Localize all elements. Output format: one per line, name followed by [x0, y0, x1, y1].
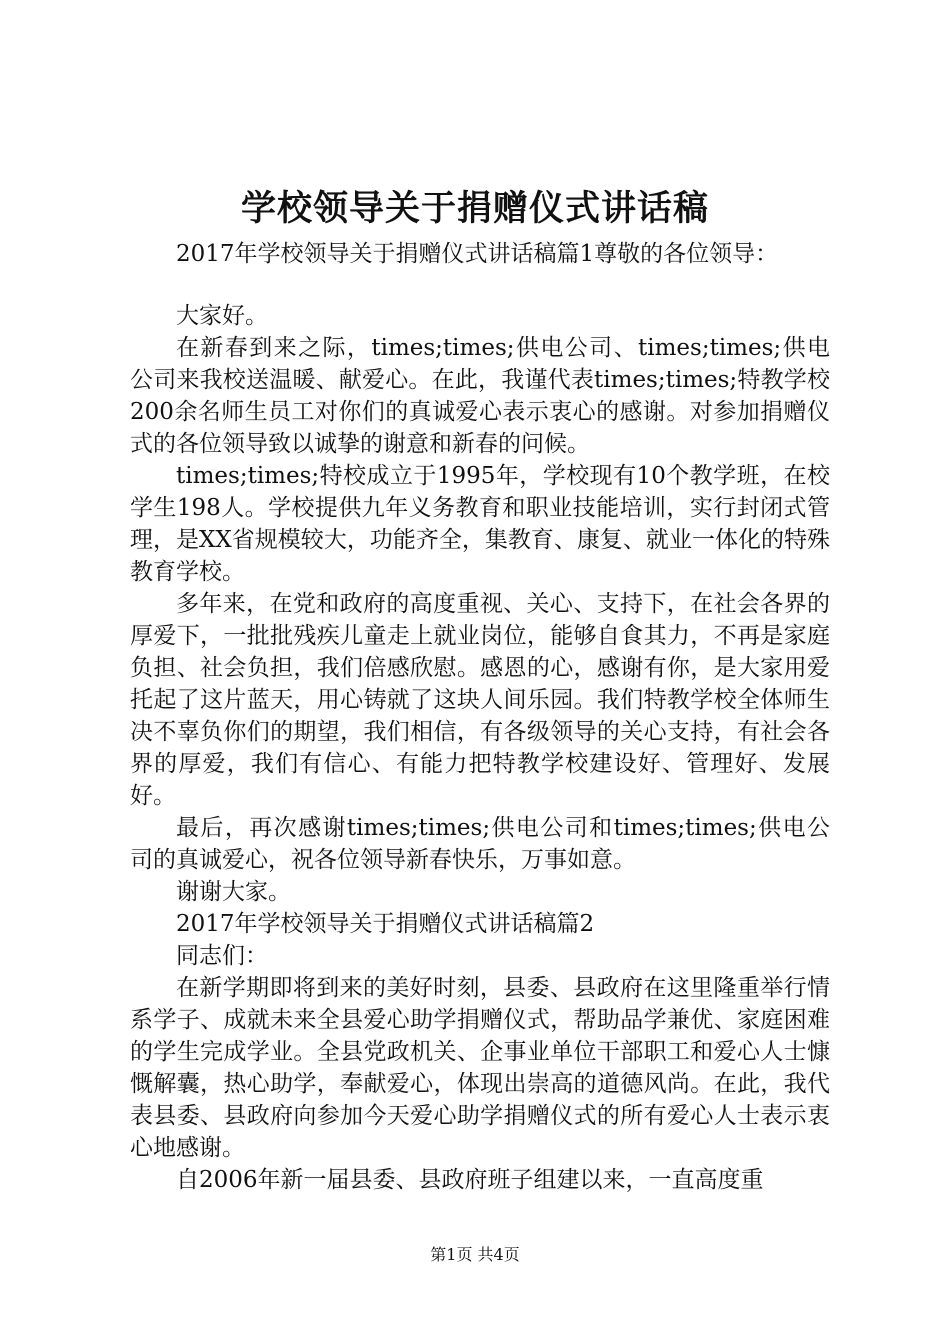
paragraph-salutation: 同志们： — [176, 943, 268, 969]
paragraph-continued: 自2006年新一届县委、县政府班子组建以来，一直高度重 — [176, 1167, 764, 1193]
document-body — [130, 238, 830, 1196]
paragraph-closing: 最后，再次感谢times;times;供电公司和times;times;供电公司的真诚爱心，祝各位领导新春快乐，万事如意。 — [130, 815, 830, 873]
paragraph-thanks: 谢谢大家。 — [176, 879, 291, 905]
paragraph-intro: 在新春到来之际，times;times;供电公司、times;times;供电公司来我校送温暖、献爱心。在此，我谨代表times;times;特教学校200余名师生员工对你们的真诚爱心表示衷心的感谢。对参加捐赠仪式的各位领导致以诚挚的谢意和新春的问候。 — [130, 335, 830, 457]
document-title: 学校领导关于捐赠仪式讲话稿 — [240, 189, 709, 229]
paragraph-gap — [130, 270, 830, 300]
paragraph-heading-2: 2017年学校领导关于捐赠仪式讲话稿篇2 — [176, 911, 595, 937]
paragraph-heading-1: 2017年学校领导关于捐赠仪式讲话稿篇1尊敬的各位领导： — [176, 241, 779, 267]
paragraph-greeting: 大家好。 — [176, 303, 268, 329]
paragraph-gratitude: 多年来，在党和政府的高度重视、关心、支持下，在社会各界的厚爱下，一批批残疾儿童走上就业岗位，能够自食其力，不再是家庭负担、社会负担，我们倍感欣慰。感恩的心，感谢有你，是大家用爱托起了这片蓝天，用心铸就了这块人间乐园。我们特教学校全体师生决不辜负你们的期望，我们相信，有各级领导的关心支持，有社会各界的厚爱，我们有信心、有能力把特教学校建设好、管理好、发展好。 — [130, 591, 830, 809]
paragraph-school-info: times;times;特校成立于1995年，学校现有10个教学班，在校学生198人。学校提供九年义务教育和职业技能培训，实行封闭式管理，是XX省规模较大，功能齐全，集教育、康复、就业一体化的特殊教育学校。 — [130, 463, 830, 585]
paragraph-ceremony: 在新学期即将到来的美好时刻，县委、县政府在这里隆重举行情系学子、成就未来全县爱心助学捐赠仪式，帮助品学兼优、家庭困难的学生完成学业。全县党政机关、企事业单位干部职工和爱心人士慷慨解囊，热心助学，奉献爱心，体现出崇高的道德风尚。在此，我代表县委、县政府向参加今天爱心助学捐赠仪式的所有爱心人士表示衷心地感谢。 — [130, 975, 830, 1161]
page-footer: 第1页 共4页 — [430, 1245, 520, 1264]
